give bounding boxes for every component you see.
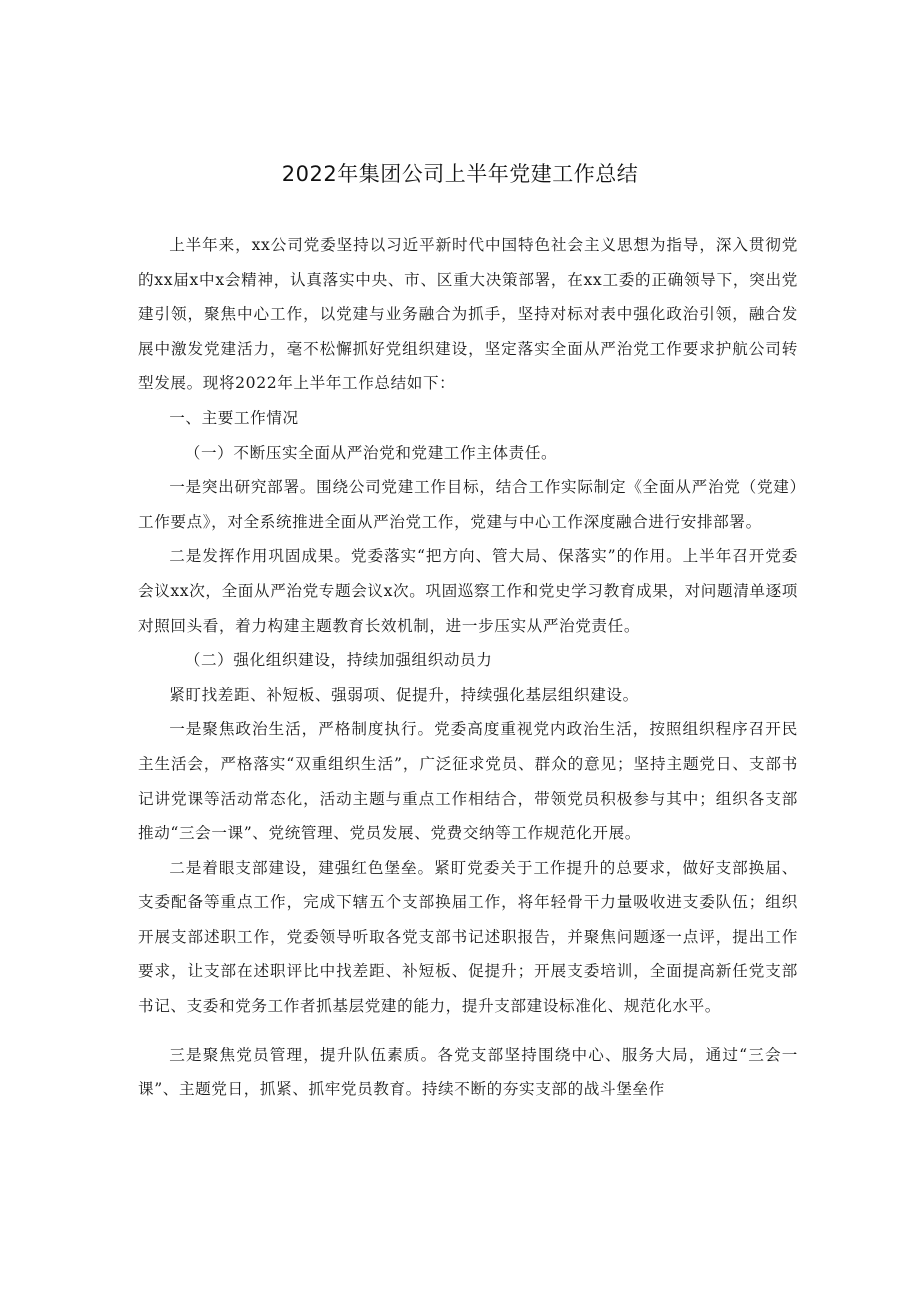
subsection-heading-2: （二）强化组织建设，持续加强组织动员力: [184, 651, 493, 670]
paragraph-consolidate-results: 二是发挥作用巩固成果。党委落实“把方向、管大局、保落实”的作用。上半年召开党委会议xx次，全面从严治党专题会议x次。巩固巡察工作和党史学习教育成果，对问题清单逐项对照回头看，着力构建主题教育长效机制，进一步压实从严治党责任。: [138, 547, 798, 635]
subsection-heading-1: （一）不断压实全面从严治党和党建工作主体责任。: [184, 443, 558, 462]
paragraph-political-life: 一是聚焦政治生活，严格制度执行。党委高度重视党内政治生活，按照组织程序召开民主生活会，严格落实“双重组织生活”，广泛征求党员、群众的意见；坚持主题党日、支部书记讲党课等活动常态化，活动主题与重点工作相结合，带领党员积极参与其中；组织各支部推动“三会一课”、党统管理、党员发展、党费交纳等工作规范化开展。: [138, 720, 798, 843]
paragraph-research-deployment: 一是突出研究部署。围绕公司党建工作目标，结合工作实际制定《全面从严治党（党建）工作要点》，对全系统推进全面从严治党工作，党建与中心工作深度融合进行安排部署。: [138, 478, 798, 531]
paragraph-close-gaps: 紧盯找差距、补短板、强弱项、促提升，持续强化基层组织建设。: [169, 685, 639, 704]
document-title: 2022年集团公司上半年党建工作总结: [281, 162, 639, 186]
paragraph-branch-building: 二是着眼支部建设，建强红色堡垒。紧盯党委关于工作提升的总要求，做好支部换届、支委配备等重点工作，完成下辖五个支部换届工作，将年轻骨干力量吸收进支委队伍；组织开展支部述职工作，党委领导听取各党支部书记述职报告，并聚焦问题逐一点评，提出工作要求，让支部在述职评比中找差距、补短板、促提升；开展支委培训，全面提高新任党支部书记、支委和党务工作者抓基层党建的能力，提升支部建设标准化、规范化水平。: [138, 858, 798, 1016]
intro-paragraph: 上半年来，xx公司党委坚持以习近平新时代中国特色社会主义思想为指导，深入贯彻党的xx届x中x会精神，认真落实中央、市、区重大决策部署，在xx工委的正确领导下，突出党建引领，聚焦中心工作，以党建与业务融合为抓手，坚持对标对表中强化政治引领，融合发展中激发党建活力，毫不松懈抓好党组织建设，坚定落实全面从严治党工作要求护航公司转型发展。现将2022年上半年工作总结如下：: [138, 236, 798, 393]
document-body: [138, 228, 798, 1107]
paragraph-member-management: 三是聚焦党员管理，提升队伍素质。各党支部坚持围绕中心、服务大局，通过“三会一课”、主题党日，抓紧、抓牢党员教育。持续不断的夯实支部的战斗堡垒作: [138, 1045, 798, 1099]
section-heading-main-work: 一、主要工作情况: [169, 408, 299, 427]
